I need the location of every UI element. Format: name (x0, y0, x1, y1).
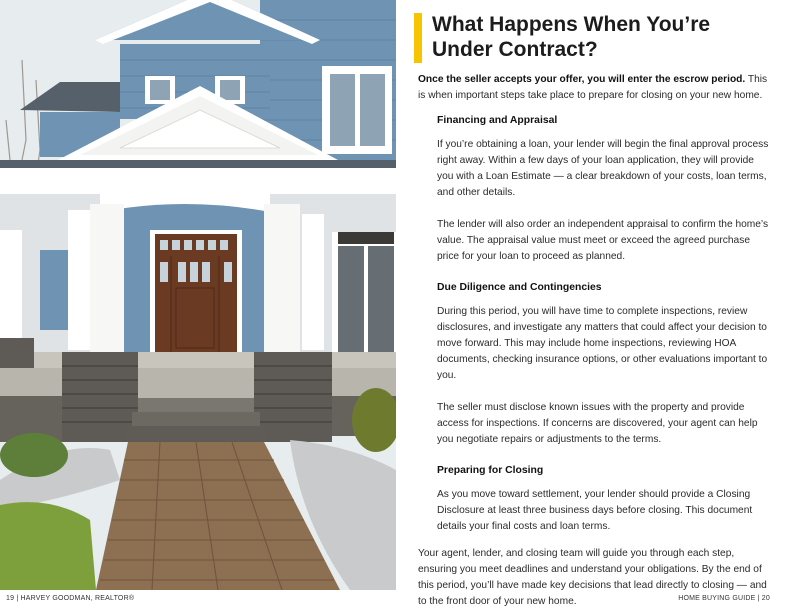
footer-right: HOME BUYING GUIDE | 20 (678, 595, 770, 602)
section-paragraph: As you move toward settlement, your lender should provide a Closing Disclosure at least three business days before closing. This document details your final costs and loan terms. (437, 489, 753, 532)
section-preparing (418, 463, 770, 535)
section-paragraph: If you’re obtaining a loan, your lender will begin the final approval process right away. Within a few days of your loan application, they will provide you with a Loan Estimate — a clear breakdown of your costs, loan terms, and other details. (437, 139, 769, 198)
body-text (418, 72, 770, 610)
title-accent-bar (414, 13, 422, 63)
section-due-diligence (418, 280, 770, 448)
closing-paragraph: Your agent, lender, and closing team will guide you through each step, ensuring you meet deadlines and understand your obligations. By the end of this period, you’ll have made key decisions that lead directly to closing — and to the front door of your new home. (418, 548, 767, 607)
intro-rest: This is when important steps take place to prepare for closing on your new home. (418, 74, 768, 101)
house-photo (0, 0, 396, 590)
page-title: What Happens When You’re Under Contract? (432, 13, 711, 61)
section-paragraph: The seller must disclose known issues with the property and provide access for inspections. If concerns are discovered, your agent can help you negotiate repairs or adjustments to the terms. (437, 402, 758, 445)
footer-left: 19 | HARVEY GOODMAN, REALTOR® (6, 595, 135, 602)
page-footer (0, 590, 792, 612)
section-heading: Due Diligence and Contingencies (437, 282, 602, 293)
section-heading: Financing and Appraisal (437, 115, 558, 126)
section-heading: Preparing for Closing (437, 465, 544, 476)
section-paragraph: During this period, you will have time to complete inspections, review disclosures, and investigate any matters that could affect your decision to move forward. This may include home inspections, reviewing HOA documents, checking insurance options, or other evaluations important to you. (437, 306, 768, 381)
intro-bold: Once the seller accepts your offer, you will enter the escrow period. (418, 74, 746, 85)
section-paragraph: The lender will also order an independent appraisal to confirm the home’s value. The appraisal value must meet or exceed the agreed purchase price for your loan to proceed as planned. (437, 219, 769, 262)
section-financing (418, 113, 770, 265)
intro-paragraph (418, 72, 770, 104)
